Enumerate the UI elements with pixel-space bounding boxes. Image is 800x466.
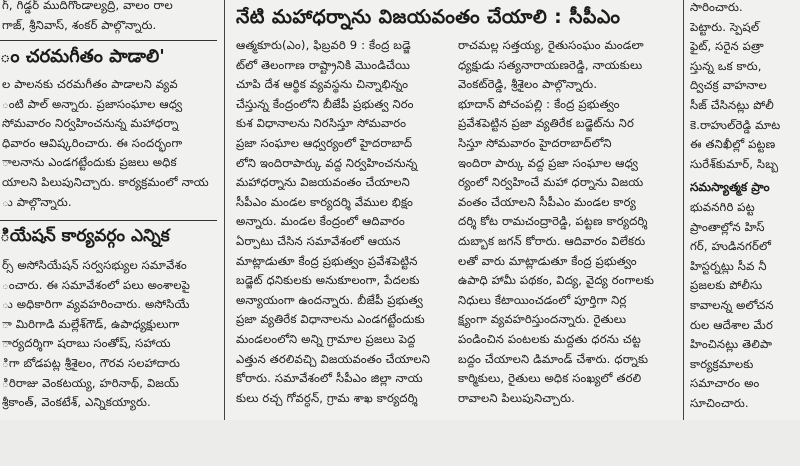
text-line: శ్రీకాంత్, వెంకటేశ్, ఎన్నికయ్యారు.: [2, 395, 151, 410]
text-line: కార్మికులు, రైతులు అధిక సంఖ్యలో తరలి: [458, 371, 642, 386]
left-headline-2: ియేషన్ కార్యవర్గం ఎన్నిక: [0, 226, 170, 246]
text-line: ప్రాంతాల్లోన హిస్: [690, 219, 765, 234]
text-line: అన్యాయంగా ఉందన్నారు. బీజేపీ ప్రభుత్వ: [236, 292, 423, 307]
text-line: యాలని పిలుపునిచ్చారు. కార్యక్రమంలో నాయ: [2, 174, 209, 189]
main-headline: నేటి మహాధర్నాను విజయవంతం చేయాలి : సీపీఎం: [236, 6, 621, 28]
text-line: ప్రజా వ్యతిరేక విధానాలను ఎండగట్టేందుకు: [236, 312, 425, 327]
text-line: గర్, హుడినగర్‌లో: [690, 239, 772, 254]
text-line: ల పాలనకు చరమగీతం పాడాలని వ్యవ: [2, 77, 178, 91]
left-article-1: [2, 75, 209, 212]
headline-prefix: ం: [0, 46, 20, 67]
right-subhead: [690, 176, 770, 197]
text-line: ఆత్మకూరు(ఎం), ఫిబ్రవరి 9 : కేంద్ర బడ్జె: [236, 38, 411, 52]
text-line: సురేశ్‌కుమార్, సిబ్బ: [690, 156, 779, 171]
text-line: సిస్తూ సోమవారం హైదరాబాద్‌లోని: [458, 135, 612, 150]
text-line: ార్యదర్శిగా షరాబు సంతోష్, సహాయ: [2, 336, 171, 351]
text-line: గ్, గిడ్డర్ ముదిగొండాల్యద్రి, వాలం రాల: [2, 0, 173, 12]
text-line: కులు రచ్చ గోవర్ధన్, గ్రామ శాఖ కార్యదర్శి: [236, 390, 418, 405]
text-line: బద్దం చేయాలని డిమాండ్ చేశారు. ధర్నాకు: [458, 351, 649, 366]
right-article-bottom: [690, 198, 774, 414]
text-line: చూపి దేశ ఆర్థిక వ్యవస్థను చిన్నాభిన్నం: [236, 77, 409, 92]
text-line: దర్శి కోట రామచంద్రారెడ్డి, పట్టణ కార్యదర్శి: [458, 214, 648, 229]
text-line: ప్రజలకు పోలీసు: [690, 278, 763, 293]
text-line: ధ్యక్షుడు సత్యనారాయణరెడ్డి, నాయకులు: [458, 57, 643, 72]
text-line: రావాలని పిలుపునిచ్చారు.: [458, 390, 575, 405]
text-line: మహాధర్నాను విజయవంతం చేయాలని: [236, 175, 410, 190]
text-line: లతో వారు మాట్లాడుతూ కేంద్ర ప్రభుత్వం: [458, 253, 637, 268]
text-line: క్ష్యంగా వ్యవహరిస్తుందన్నారు. రైతులు: [458, 312, 627, 327]
text-line: ాలనాను ఎండగట్టేందుకు ప్రజలు అధిక: [2, 155, 177, 170]
text-line: పెట్టారు. స్పెషల్: [690, 19, 760, 34]
text-line: భూదాన్ పోచంపల్లి : కేంద్ర ప్రభుత్వం: [458, 96, 620, 111]
text-line: ధివారం ఆవిష్కరించారు. ఈ సందర్భంగా: [2, 135, 183, 150]
divider: [0, 40, 217, 41]
text-line: ఎత్తున తరలివచ్చి విజయవంతం చేయాలని: [236, 351, 431, 366]
text-line: మాట్లాడుతూ కేంద్ర ప్రభుత్వం ప్రవేశపెట్టిన: [236, 253, 418, 268]
text-line: మండలంలోని అన్ని గ్రామాల ప్రజలు పెద్ద: [236, 331, 416, 346]
text-line: సీపీఎం మండల కార్యదర్శి వేముల భిక్షం: [236, 194, 414, 209]
text-line: సమాచారం అం: [690, 376, 760, 391]
article-col-b: [458, 36, 670, 408]
left-top-lines: [2, 0, 173, 35]
text-line: ంచారు. ఈ సమావేశంలో పలు అంశాలపై: [2, 277, 191, 292]
text-line: రుల ఆదేశాల మేర: [690, 317, 774, 332]
text-line: ఈ తనిఖీల్లో పట్టణ: [690, 137, 776, 152]
middle-column: [232, 0, 676, 466]
headline-text: చరమగీతం పాడాలి': [25, 46, 165, 67]
text-line: కుశ విధానాలను నిరసిస్తూ సోమవారం: [236, 116, 407, 131]
right-column: [690, 0, 800, 420]
left-article-2: [2, 256, 190, 413]
text-line: కావాలన్న అలోచన: [690, 297, 774, 312]
text-line: ఏర్పాటు చేసిన సమావేశంలో ఆయన: [236, 233, 401, 248]
text-line: ు పాల్గొన్నారు.: [2, 194, 72, 209]
text-line: ంటి పాల్ అన్నారు. ప్రజాసంఘాల ఆధ్వ: [2, 96, 183, 111]
text-line: ద్విచక్ర వాహనాల: [690, 78, 767, 93]
text-line: అన్నారు. మండల కేంద్రంలో ఆదివారం: [236, 214, 405, 229]
text-line: నిధులు కేటాయించడంలో పూర్తిగా నిర్ల: [458, 292, 627, 307]
text-line: సీజ్ చేసినట్లు పోలీ: [690, 97, 774, 112]
left-headline-1: [0, 46, 165, 71]
text-line: భువనగిరి పట్ట: [690, 200, 755, 214]
text-line: రాచమల్ల సత్తయ్య, రైతుసంఘం మండలా: [458, 38, 644, 52]
text-line: ు అధికారిగా వ్యవహరించారు. అసోసియే: [2, 297, 190, 312]
text-line: వెంకట్‌రెడ్డి, శ్రీశైలం పాల్గొన్నారు.: [458, 77, 598, 92]
text-line: ర్యంలో నిర్వహించే మహా ధర్నాను విజయ: [458, 175, 644, 190]
text-line: వంతం చేయాలని సీపీఎం మండల కార్య: [458, 194, 636, 209]
text-line: బడ్జెట్ ధనికులకు అనుకూలంగా, పేదలకు: [236, 273, 420, 288]
text-line: ప్రవేశపెట్టిన ప్రజా వ్యతిరేక బడ్జెట్‌ను నిర: [458, 116, 634, 131]
text-line: ిరిరాజు వెంకటయ్య, హరినాథ్, విజయ్: [2, 375, 180, 390]
left-column: [0, 0, 217, 420]
subhead-text: సమస్యాత్మక ప్రాం: [690, 180, 770, 194]
divider: [0, 220, 217, 221]
text-line: పండించిన పంటలకు మద్దతు ధరను చట్ట: [458, 331, 641, 346]
text-line: ా మిరిగాడి మల్లేశ్‌గౌడ్, ఉపాధ్యక్షులుగా: [2, 316, 180, 331]
text-line: కోరారు. సమావేశంలో సీపీఎం జిల్లా నాయ: [236, 371, 423, 386]
text-line: సారించారు.: [690, 0, 743, 14]
text-line: లోని ఇందిరాపార్కు వద్ద నిర్వహించనున్న: [236, 155, 418, 170]
text-line: ఫైట్, సరైన పత్రా: [690, 39, 764, 54]
text-line: కె.రాహుల్‌రెడ్డి మాట: [690, 117, 781, 132]
page-bottom-margin: [0, 420, 800, 466]
text-line: సూచించారు.: [690, 395, 749, 410]
right-article-top: [690, 0, 780, 174]
text-line: ప్రజా సంఘాల ఆధ్వర్యంలో హైదరాబాద్: [236, 135, 413, 150]
text-line: ఉపాధి హామీ పథకం, విద్య, వైద్య రంగాలకు: [458, 273, 655, 288]
text-line: ర్స్ అసోసియేషన్ సర్వసభ్యుల సమావేశం: [2, 258, 187, 272]
text-line: స్తున్న ఒక కారు,: [690, 58, 762, 73]
text-line: సోమవారం నిర్వహించనున్న మహాధర్నా: [2, 116, 179, 131]
column-divider: [224, 0, 225, 420]
column-divider: [683, 0, 684, 420]
text-line: గాజ్, శ్రీనివాస్, శంకర్ పాల్గొన్నారు.: [2, 17, 157, 32]
text-line: దుబ్బాక జగన్ కోరారు. ఆదివారం విలేకరు: [458, 233, 646, 248]
text-line: హిస్టర్నట్లు సీవ నీ: [690, 258, 767, 273]
text-line: ట్‌లో తెలంగాణ రాష్ట్రానికి మొండిచేయి: [236, 57, 411, 72]
text-line: ఇందిరా పార్కు వద్ద ప్రజా సంఘాల ఆధ్వ: [458, 155, 639, 170]
text-line: హించినట్లు తెలిపా: [690, 337, 773, 352]
text-line: కార్యక్రమాలకు: [690, 356, 754, 371]
text-line: చేస్తున్న కేంద్రంలోని బీజేపీ ప్రభుత్వ నిరం: [236, 96, 414, 111]
text-line: ిగా బోడపట్ల శ్రీశైలం, గౌరవ సలహాదారు: [2, 355, 181, 370]
article-col-a: [236, 36, 442, 408]
